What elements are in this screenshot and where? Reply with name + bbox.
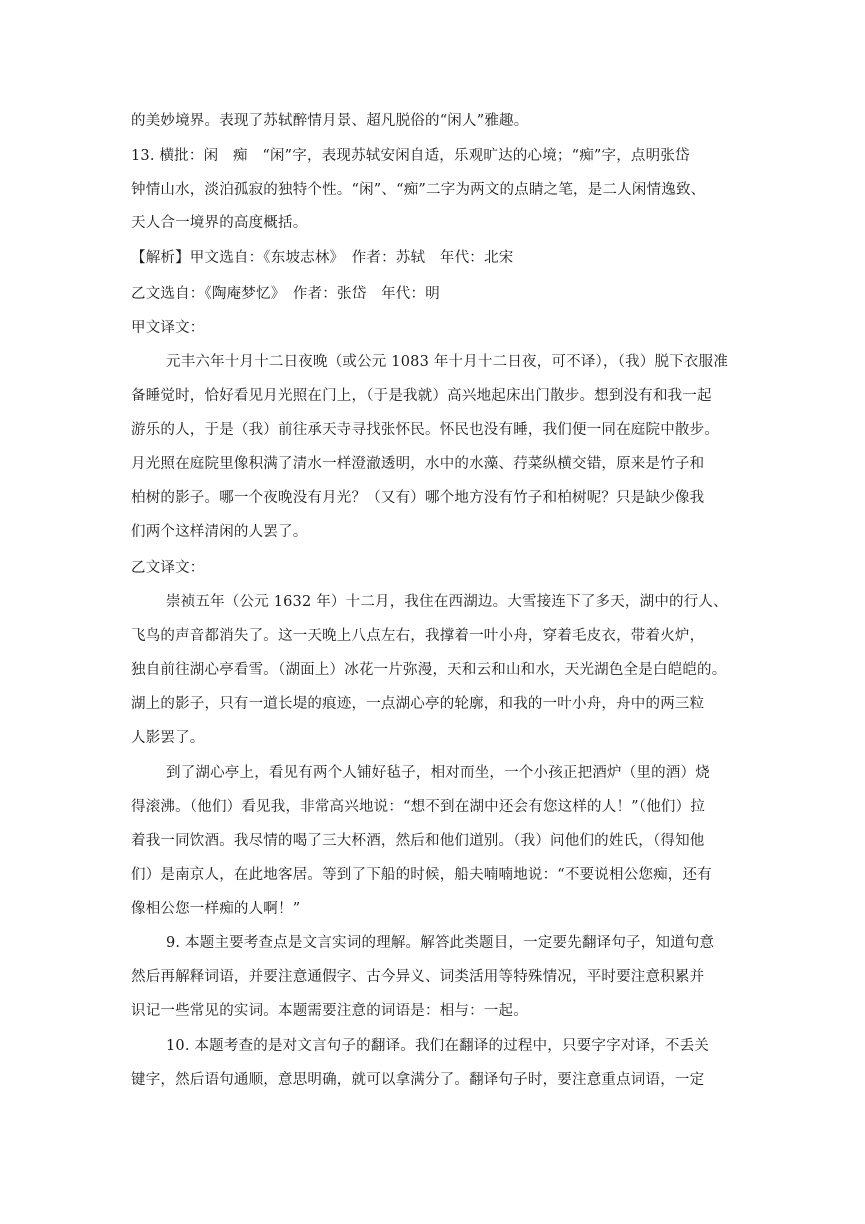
text-line: 人影罢了。 xyxy=(131,730,205,746)
text-line: 着我一同饮酒。我尽情的喝了三大杯酒，然后和他们道别。（我）问他们的姓氏，（得知他 xyxy=(131,833,705,849)
paragraph-start: 元丰六年十月十二日夜晚（或公元 1083 年十月十二日夜，可不译），（我）脱下衣服准 xyxy=(166,354,729,370)
paragraph-start: 到了湖心亭上，看见有两个人铺好毡子，相对而坐，一个小孩正把酒炉（里的酒）烧 xyxy=(166,765,710,781)
text-line: 像相公您一样痴的人啊！” xyxy=(131,901,301,917)
text-line: 独自前往湖心亭看雪。（湖面上）冰花一片弥漫，天和云和山和水，天光湖色全是白皑皑的。 xyxy=(131,662,727,678)
text-line: 天人合一境界的高度概括。 xyxy=(131,215,308,231)
text-line: 湖上的影子，只有一道长堤的痕迹，一点湖心亭的轮廓，和我的一叶小舟，舟中的两三粒 xyxy=(131,696,705,712)
text-line: 月光照在庭院里像积满了清水一样澄澈透明，水中的水藻、荇菜纵横交错，原来是竹子和 xyxy=(131,456,705,472)
text-line: 键字，然后语句通顺，意思明确，就可以拿满分了。翻译句子时，要注意重点词语，一定 xyxy=(131,1072,705,1088)
analysis-heading: 【解析】甲文选自：《东坡志林》 作者：苏轼 年代：北宋 xyxy=(131,250,514,266)
section-label: 乙文译文： xyxy=(131,560,205,576)
text-line: 们两个这样清闲的人罢了。 xyxy=(131,524,308,540)
section-label: 甲文译文： xyxy=(131,320,205,336)
text-line: 们）是南京人，在此地客居。等到了下船的时候，船夫喃喃地说：“不要说相公您痴，还有 xyxy=(131,867,712,883)
text-line: 备睡觉时，恰好看见月光照在门上，（于是我就）高兴地起床出门散步。想到没有和我一起 xyxy=(131,388,712,404)
text-line: 得滚沸。（他们）看见我，非常高兴地说：“想不到在湖中还会有您这样的人！”（他们）拉 xyxy=(131,799,706,815)
answer-10-line: 10. 本题考查的是对文言句子的翻译。我们在翻译的过程中，只要字字对译，不丢关 xyxy=(166,1038,709,1054)
text-line: 柏树的影子。哪一个夜晚没有月光？（又有）哪个地方没有竹子和柏树呢？只是缺少像我 xyxy=(131,490,705,506)
text-line: 然后再解释词语，并要注意通假字、古今异义、词类活用等特殊情况，平时要注意积累并 xyxy=(131,969,705,985)
paragraph-start: 崇祯五年（公元 1632 年）十二月，我住在西湖边。大雪接连下了多天，湖中的行人、 xyxy=(166,594,728,610)
text-line: 游乐的人，于是（我）前往承天寺寻找张怀民。怀民也没有睡，我们便一同在庭院中散步。 xyxy=(131,422,719,438)
text-line: 钟情山水，淡泊孤寂的独特个性。“闲”、“痴”二字为两文的点睛之笔，是二人闲情逸致、 xyxy=(131,182,706,198)
text-line: 飞鸟的声音都消失了。这一天晚上八点左右，我撑着一叶小舟，穿着毛皮衣，带着火炉， xyxy=(131,628,705,644)
answer-13-line: 13. 横批：闲 痴 “闲”字，表现苏轼安闲自适，乐观旷达的心境；“痴”字，点明张岱 xyxy=(131,148,690,164)
text-line: 识记一些常见的实词。本题需要注意的词语是：相与：一起。 xyxy=(131,1003,528,1019)
source-line: 乙文选自：《陶庵梦忆》 作者：张岱 年代：明 xyxy=(131,286,440,302)
answer-9-line: 9. 本题主要考查点是文言实词的理解。解答此类题目，一定要先翻译句子，知道句意 xyxy=(166,935,715,951)
text-line: 的美妙境界。表现了苏轼醉情月景、超凡脱俗的“闲人”雅趣。 xyxy=(131,113,529,129)
